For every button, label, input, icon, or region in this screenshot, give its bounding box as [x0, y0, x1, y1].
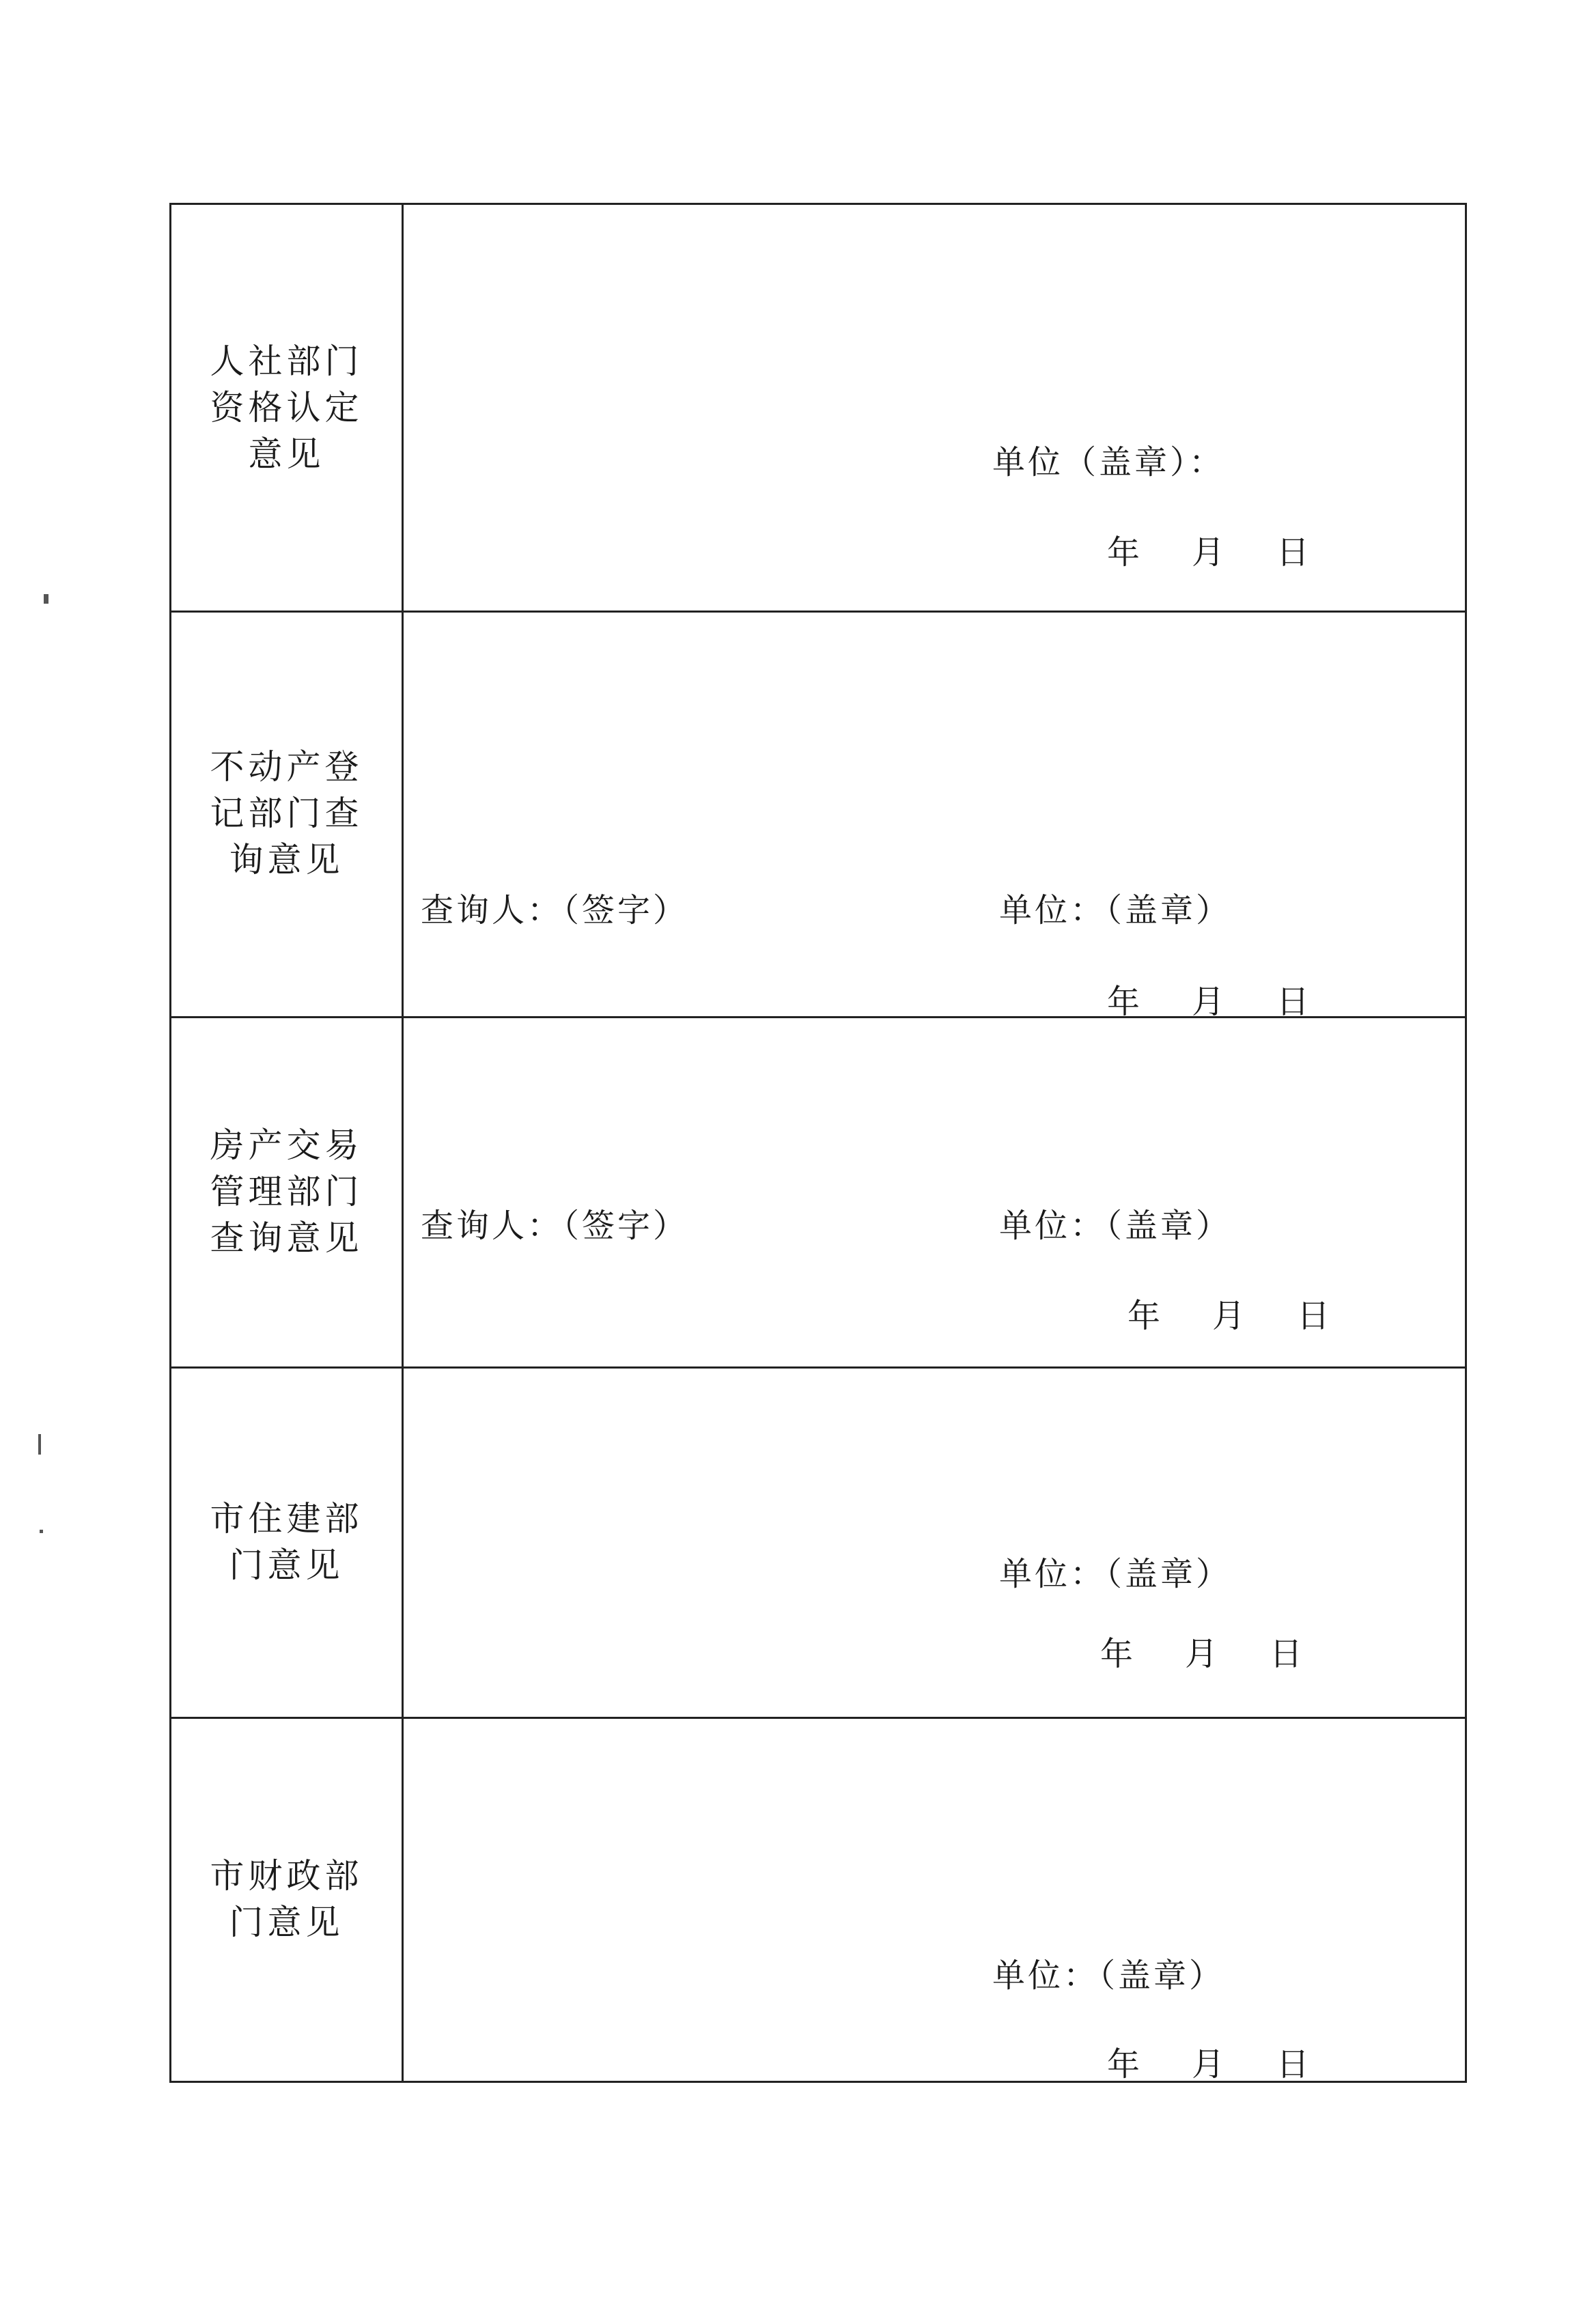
date-line	[1107, 526, 1312, 573]
date-day: 日	[1297, 1297, 1333, 1335]
scan-speck	[40, 1530, 43, 1533]
date-month: 月	[1192, 983, 1228, 1021]
row-label: 房产交易管理部门查询意见	[210, 1125, 363, 1258]
date-day: 日	[1270, 1635, 1306, 1673]
date-line	[1100, 1627, 1305, 1674]
unit-seal-label: 单位（盖章）：	[992, 443, 1225, 481]
unit-seal-label: 单位：（盖章）	[999, 1555, 1232, 1593]
scan-speck	[38, 1434, 41, 1455]
opinion-input-area[interactable]	[404, 1016, 1465, 1366]
row-label: 市财政部门意见	[210, 1855, 363, 1942]
date-year: 年	[1107, 983, 1143, 1021]
date-year: 年	[1128, 1297, 1164, 1335]
opinion-input-area[interactable]	[404, 1366, 1465, 1717]
date-year: 年	[1100, 1635, 1136, 1673]
date-year: 年	[1107, 533, 1143, 572]
date-year: 年	[1107, 2045, 1143, 2084]
signer-label: 查询人：（签字）	[421, 1207, 689, 1245]
date-day: 日	[1276, 2045, 1313, 2084]
row-label: 市住建部门意见	[210, 1498, 363, 1585]
row-label-cell	[171, 205, 404, 611]
row-label-cell	[171, 611, 404, 1016]
row-label: 不动产登记部门查询意见	[210, 747, 363, 880]
row-label: 人社部门资格认定意见	[210, 341, 363, 474]
opinion-input-area[interactable]	[404, 205, 1465, 611]
form-row-housing-construction	[169, 1366, 1467, 1719]
form-row-hrss	[169, 203, 1467, 613]
form-row-finance	[169, 1717, 1467, 2083]
date-month: 月	[1185, 1635, 1221, 1673]
unit-seal-label: 单位：（盖章）	[999, 1207, 1232, 1245]
date-line	[1107, 975, 1312, 1022]
opinion-input-area[interactable]	[404, 1717, 1465, 2084]
form-row-housing-transaction	[169, 1016, 1467, 1369]
opinion-input-area[interactable]	[404, 611, 1465, 1021]
row-label-cell	[171, 1717, 404, 2081]
unit-seal-label: 单位：（盖章）	[999, 891, 1232, 929]
row-label-cell	[171, 1366, 404, 1717]
signer-label: 查询人：（签字）	[421, 891, 689, 929]
form-row-real-estate-registration	[169, 611, 1467, 1021]
row-label-cell	[171, 1016, 404, 1366]
date-month: 月	[1212, 1297, 1248, 1335]
scan-speck	[44, 594, 48, 604]
date-month: 月	[1192, 2045, 1228, 2084]
date-line	[1128, 1289, 1332, 1336]
date-day: 日	[1276, 983, 1313, 1021]
date-day: 日	[1276, 533, 1313, 572]
unit-seal-label: 单位：（盖章）	[992, 1957, 1225, 1995]
date-month: 月	[1192, 533, 1228, 572]
date-line	[1107, 2038, 1312, 2085]
